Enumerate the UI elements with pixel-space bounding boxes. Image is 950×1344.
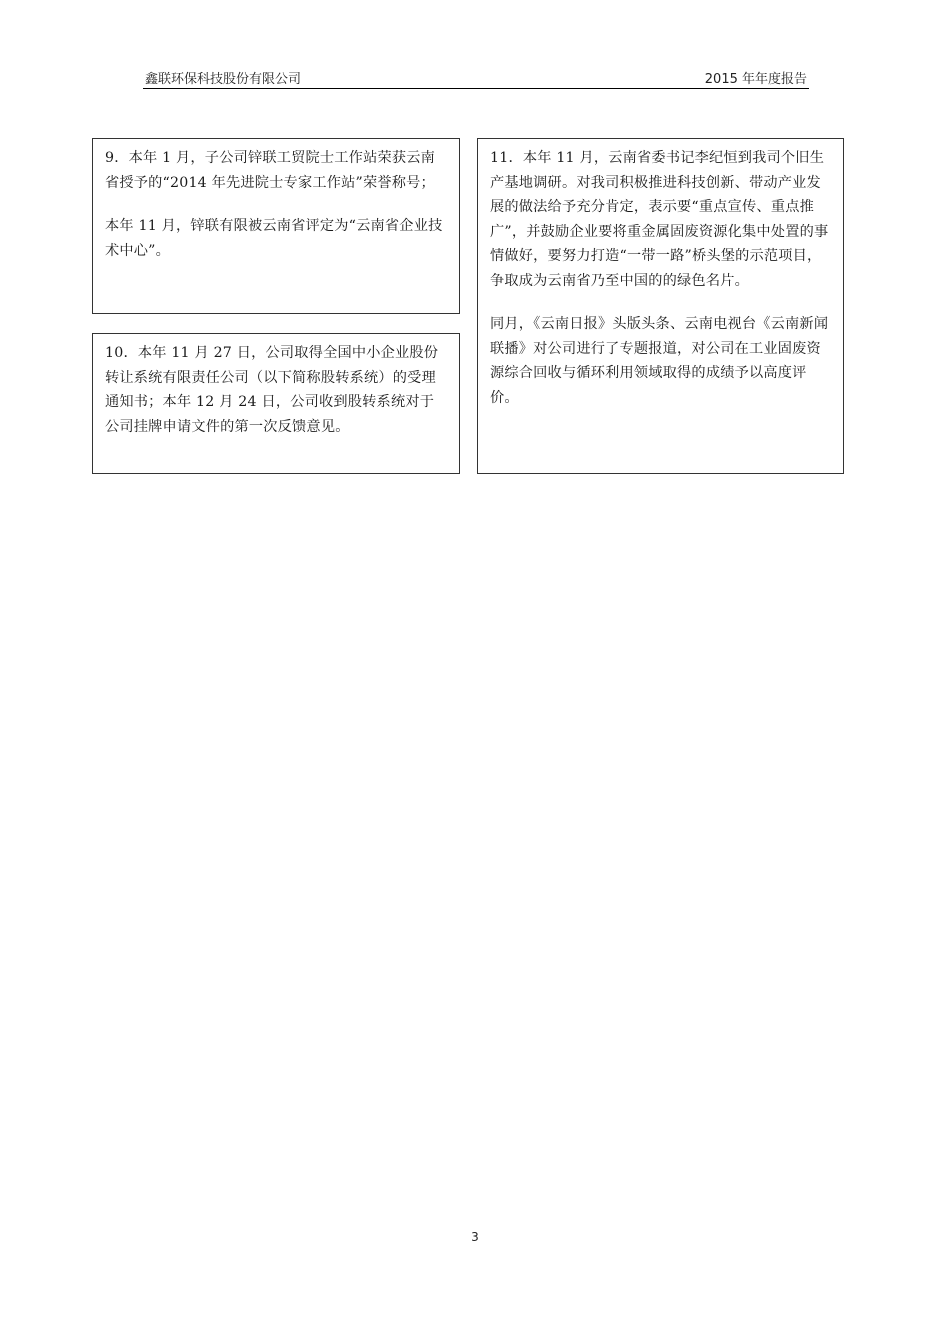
highlight-box-11 bbox=[477, 138, 844, 474]
report-title: 2015 年年度报告 bbox=[704, 72, 807, 87]
box-9-paragraph-1: 9．本年 1 月，子公司锌联工贸院士工作站荣获云南省授予的“2014 年先进院士专家工作站”荣誉称号； bbox=[105, 150, 436, 191]
box-11-paragraph-2: 同月，《云南日报》头版头条、云南电视台《云南新闻联播》对公司进行了专题报道，对公司在工业固废资源综合回收与循环利用领域取得的成绩予以高度评价。 bbox=[490, 316, 829, 406]
highlight-box-9 bbox=[92, 138, 460, 314]
box-9-paragraph-2: 本年 11 月，锌联有限被云南省评定为“云南省企业技术中心”。 bbox=[105, 218, 443, 259]
page-header bbox=[143, 66, 809, 89]
page-number: 3 bbox=[471, 1230, 479, 1244]
box-11-paragraph-1: 11．本年 11 月，云南省委书记李纪恒到我司个旧生产基地调研。对我司积极推进科技创新、带动产业发展的做法给予充分肯定，表示要“重点宣传、重点推广”，并鼓励企业要将重金属固废资源化集中处置的事情做好，要努力打造“一带一路”桥头堡的示范项目，争取成为云南省乃至中国的的绿色名片。 bbox=[490, 150, 829, 289]
highlight-box-10 bbox=[92, 333, 460, 474]
company-name: 鑫联环保科技股份有限公司 bbox=[145, 72, 302, 87]
box-10-paragraph-1: 10．本年 11 月 27 日，公司取得全国中小企业股份转让系统有限责任公司（以下简称股转系统）的受理通知书；本年 12 月 24 日，公司收到股转系统对于公司挂牌申请文件的第一次反馈意见。 bbox=[105, 345, 439, 435]
